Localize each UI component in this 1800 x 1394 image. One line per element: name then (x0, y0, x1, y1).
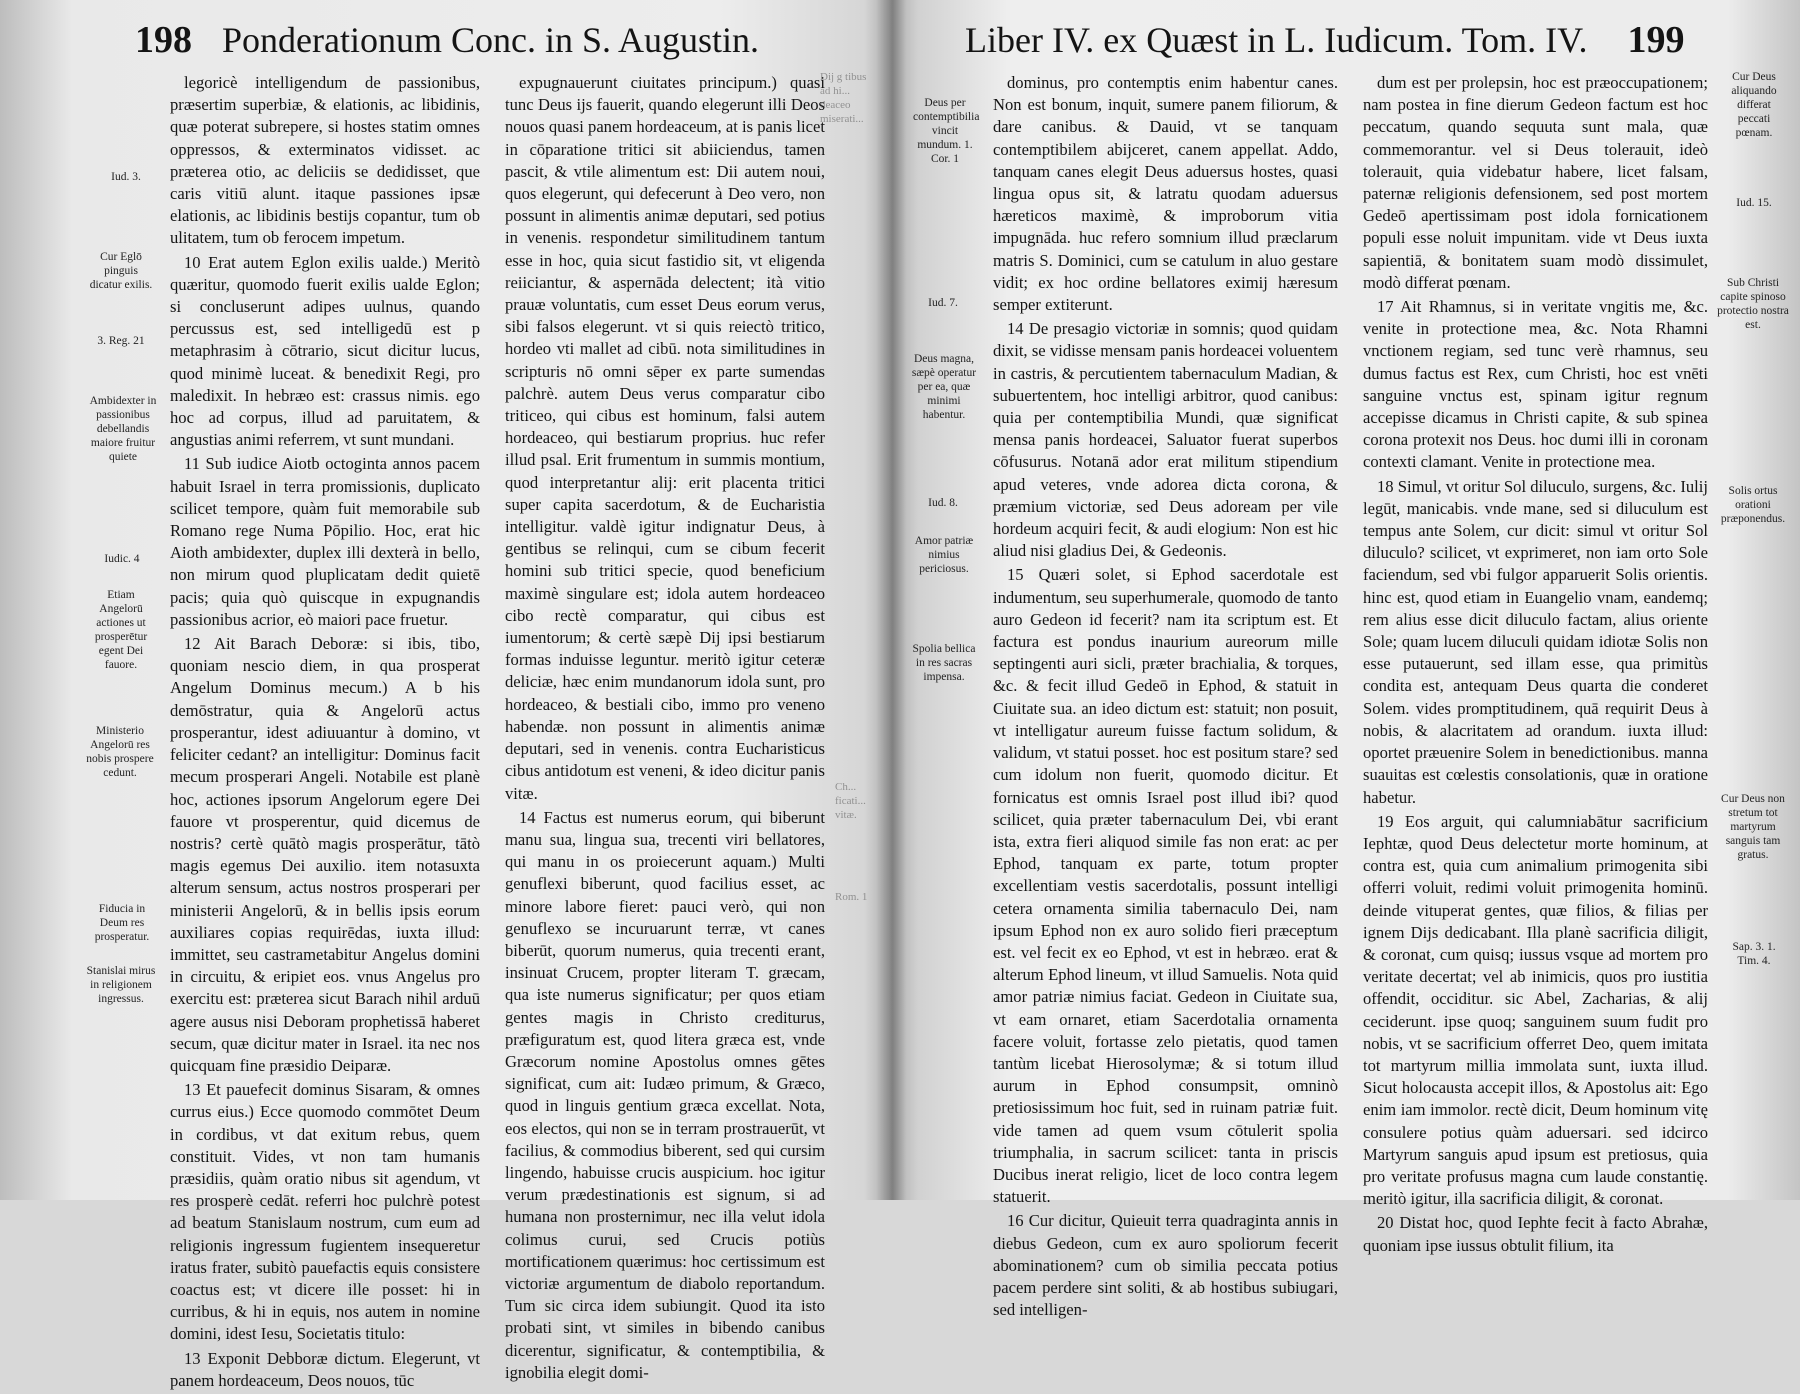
left-page-header (135, 18, 759, 62)
bleed-through-note: Dij g tibus ad hi... deaceo miserati... (820, 71, 867, 125)
margin-note: Sub Christi capite spinoso protectio nostra est. (1717, 277, 1789, 331)
margin-note: Amor patriæ nimius periciosus. (914, 535, 974, 575)
right-column-a (993, 72, 1338, 1323)
paragraph: 15 Quæri solet, si Ephod sacerdotale est indumentum, seu superhumerale, quomodo de tanto auro Gedeon id fecerit? nam ita scriptum est. Et factura est pondus inaurium aureorum mille septingenti auri sicli, præter brachialia, & torques, &c. & fecit illud Gedeō in Ephod, & statuit in Ciuitate sua. an ideo dictum est: statuit; non posuit, vt intelligatur aureum fuisse factum solidum, & validum, vt statui posset. hoc est positum stare? sed cum idolum non fuerit, quomodo dicitur. Et fornicatus est omnis Israel post illud ibi? quod scilicet, quia præter tabernaculum Dei, vbi erant ista, extra fieri aliquod simile fas non erat: ac per Ephod, tanquam ex parte, totum propter excellentiam vestis sacerdotalis, possunt intelligi cetera ornamenta similia tabernaculo Dei, nam ipsum Ephod non ex auro solido fieri præceptum est. vel fecit ex eo Ephod, vt est in hebræo. erat & alterum Ephod lineum, vt illud Samuelis. Nota quid amor patriæ nimius faciat. Gedeon in Ciuitate sua, vt eam ornaret, etiam Sacerdotalia ornamenta facere voluit, fortasse zelo pietatis, quod tamen tantùm licebat Hierosolymæ; & si totum illud aurum in Ephod consumpsit, omninò pretiosissimum hoc fuit, sed in ruinam patriæ fuit. vide tamen ad quem vsum cōtulerit spolia triumphalia, in sacrum scilicet: tanta in priscis Ducibus inerat religio, licet de loco contra legem statuerit. (993, 565, 1338, 1207)
paragraph: dominus, pro contemptis enim habentur canes. Non est bonum, inquit, sumere panem filiorum, & dare canibus. & Dauid, vt se tanquam contemptibilem abijceret, canem appellat. Addo, tanquam canes elegit Deus aduersus hostes, quasi lingua opus sit, & latratu quodam aduersus hæreticos maximè, & improborum vitia impugnāda. huc refero somnium illud præclarum matris S. Dominici, cum se catulum in aluo gestare vidit; ex hoc ordine bellatores eximij hæresum semper extiterunt. (993, 73, 1338, 315)
paragraph: dum est per prolepsin, hoc est præoccupationem; nam postea in fine dierum Gedeon factum est hoc peccatum, quando sequuta sunt mala, quæ commemorantur. vel si Deus tolerauit, ideò tolerauit, quia videbatur habere, licet falsam, paternæ religionis defensionem, sed post mortem Gedeō apertissimam post idola fornicationem populi esse noluit impunitam. vide vt Deus iuxta sapientiā, & bonitatem suam modò dissimulet, modò differat pœnam. (1363, 73, 1708, 292)
margin-note: Cur Deus aliquando differat peccati pœnam. (1731, 71, 1777, 139)
margin-note: 3. Reg. 21 (97, 335, 145, 347)
paragraph: 20 Distat hoc, quod Iephte fecit à facto Abrahæ, quoniam ipse iussus obtulit filium, ita (1363, 1213, 1708, 1255)
margin-note: Ministerio Angelorū res nobis prospere cedunt. (86, 725, 154, 779)
margin-note: Ambidexter in passionibus debellandis maiore fruitur quiete (89, 395, 157, 463)
margin-note: Fiducia in Deum res prosperatur. (94, 903, 150, 943)
paragraph: 13 Et pauefecit dominus Sisaram, & omnes currus eius.) Ecce quomodo commōtet Deum in cordibus, vt dat exitum rebus, quem constituit. Vides, vt non tam humanis præsidiis, quàm oratio nibus sit agendum, vt res prosperè cedāt. referri hoc pulchrè potest ad beatum Stanislaum nostrum, cum eum ad religionis ingressum fugientem insequeretur iratus frater, subitò pauefactis equis consistere coactus est; vt dicere ille posset: hi in curribus, & hi in equis, nos autem in nomine domini, idest Iesu, Societatis titulo: (170, 1080, 480, 1344)
margin-note: Iud. 15. (1736, 197, 1772, 209)
paragraph: 14 De presagio victoriæ in somnis; quod quidam dixit, se vidisse mensam panis hordeacei voluentem in castris, & percutientem tabernaculum Madian, & subuertentem, hoc intelligi arbitror, quod canibus: quia per contemptibilia Mundi, quæ significat mensa panis hordeacei, Saluator fuerat superbos cōfusurus. Notanā ador erat militum stipendium apud veteres, vnde adorea dicta corona, & præmium victoriæ, sed Deus adoream per vile hordeum acquiri fecit, & audi elogium: Non est hic aliud nisi gladius Dei, & Gedeonis. (993, 319, 1338, 561)
left-page (0, 0, 880, 1390)
bleed-through-note: Rom. 1 (835, 891, 868, 903)
paragraph: 16 Cur dicitur, Quieuit terra quadraginta annis in diebus Gedeon, cum ex auro spoliorum fecerit abominationem? cum ob similia peccata potius pacem perdere sint soliti, & ab hostibus subiugari, sed intelligen- (993, 1211, 1338, 1320)
margin-note: Solis ortus orationi præponendus. (1720, 485, 1786, 525)
paragraph: 12 Ait Barach Deboræ: si ibis, tibo, quoniam nescio diem, in qua prosperat Angelum Dominus mecum.) A b his demōstratur, quia & Angelorū actus prosperantur, idest adiuuantur à domino, vt feliciter cedant? an intelligitur: Dominus facit mecum prosperari Angeli. Notabile est planè hoc, actiones ipsorum Angelorum egere Dei fauore vt prosperentur, quid dicemus de nostris? certè quātò magis prosperātur, tātò magis egemus Dei auxilio. item notasuxta alterum sensum, actus nostros prosperari per ministerii Angelorū, & in bellis ipsis eorum auxiliares copias requirēdas, iuxta illud: immittet, seu castrametabitur Angelus domini in circuitu, & eripiet eos. vnus Angelus pro exercitu est: præterea sicut Barach nihil arduū agere ausus nisi Deboram prophetissā haberet secum, quæ dicitur mater in Israel. ita nec nos quicquam fine præsidio Deiparæ. (170, 634, 480, 1075)
left-column-a (170, 72, 480, 1394)
margin-note: Spolia bellica in res sacras impensa. (912, 643, 976, 683)
left-running-head: Ponderationum Conc. in S. Augustin. (222, 20, 760, 60)
paragraph: 13 Exponit Debboræ dictum. Elegerunt, vt panem hordeaceum, Deos nouos, tūc (170, 1348, 480, 1390)
right-page-header (965, 18, 1684, 62)
margin-note: Cur Deus non stretum tot martyrum sanguis tam gratus. (1721, 793, 1785, 861)
right-page-number: 199 (1627, 19, 1685, 61)
right-column-b (1363, 72, 1708, 1259)
paragraph: 14 Factus est numerus eorum, qui biberunt manu sua, lingua sua, trecenti viri bellatores, qui manu in os proiecerunt aquam.) Multi genuflexi biberunt, quod facilius esset, ac minore labore fieret: pauci verò, qui non genuflexo se incuruarunt terræ, vt canes biberūt, quorum numerus, quia trecenti erant, insinuat Crucem, propter literam T. græcam, qua iste numerus significatur; per quos etiam gentes magis in Christo crediturus, præfiguratum est, quod litera græca est, vnde Græcorum nomine Apostolus omnes gētes significat, cum ait: Iudæo primum, & Græco, quod in linguis gentium græca excellat. Nota, eos electos, qui non se in terram prostrauerūt, vt facilius, & commodius biberent, sed qui cursim lingendo, habuisse crucis auspicium. hoc igitur verum prædestinationis est signum, si ad humana non prosternimur, nec illa velut idola colimus curui, sed Crucis potiùs mortificationem quærimus: hoc certissimum est victoriæ argumentum de diabolo reportandum. Tum sic circa idem subiungit. Quod ita isto probati sint, vt similes in bibendo canibus dicerentur, significatur, & contemptibilia, & ignobilia elegit domi- (505, 807, 825, 1382)
paragraph: 11 Sub iudice Aiotb octoginta annos pacem habuit Israel in terra promissionis, duplicato scilicet tempore, quàm fuit memorabile sub Romano rege Numa Pōpilio. Hoc, erat hic Aioth ambidexter, duplex illi dexterà in bello, non mirum quod pluplicatam dedit quietē pacis; quia quò quiscque in expugnandis passionibus acrior, eò maiori pace fruetur. (170, 454, 480, 629)
paragraph: expugnauerunt ciuitates principum.) quasi tunc Deus ijs fauerit, quando elegerunt illi Deos nouos quasi panem hordeaceum, at is panis licet in cōparatione tritici sit abiiciendus, tamen pascit, & vtile alimentum est: Dii autem noui, quos elegerunt, qui defecerunt à Deo vero, non possunt in alimentis animæ deputari, sed potius in venenis. respondetur similitudinem tantum esse in hoc, quia sicut fastidio sit, vt eligenda reiiciantur, & aspernāda delectent; ità vitio prauæ voluntatis, cum esset Deus eorum verus, sibi falsos elegerunt. vt si quis reiectò tritico, hordeo vti mallet ad cibū. nota similitudines in scripturis nō omni sēper ex parte sumendas palchrè. autem Deus verus comparatur cibo triticeo, qui cibus est hominum, falsi autem hordeaceo, qui bestiarum proprius. huc refer illud psal. Erit frumentum in summis montium, quod interpretantur alij: erit placenta tritici super capita sacerdotum, & de Eucharistia intelligitur. valdè igitur indignatur Deus, à gentibus se relinqui, cum se cibum fecerit homini sub tritici specie, quod beneficium maximè singulare est; idola autem hordeaceo cibo rectè comparatur, qui cibus est iumentorum; & certè sæpè Dij ipsi bestiarum formas induisse leguntur. meritò igitur ceteræ deliciæ, hæc enim mundanorum idola sunt, pro hordeaceo, & bestiali cibo, immo pro veneno habendæ. non possunt in alimentis animæ deputari, sed in venenis. contra Eucharisticus cibus antidotum est veneni, & ideo dicitur panis vitæ. (505, 73, 825, 803)
book-gutter (876, 0, 906, 1200)
margin-note: Iudic. 4 (104, 553, 140, 565)
left-page-number: 198 (135, 19, 192, 61)
margin-note: Cur Eglō pinguis dicatur exilis. (89, 251, 153, 291)
margin-note: Sap. 3. 1. Tim. 4. (1732, 941, 1776, 967)
margin-note: Deus magna, sæpè operatur per ea, quæ minimi habentur. (911, 353, 977, 421)
paragraph: 18 Simul, vt oritur Sol diluculo, surgens, &c. Iulij legūt, manicabis. vnde mane, sed si diluculum est tempus ante Solem, cur dicit: simul vt oritur Sol diluculo? scilicet, vt exprimeret, non iam orto Sole faciendum, sed vbi fulgor apparuerit Solis orientis. hinc est, quod etiam in Euangelio vnam, eandemq; rem alius esse dicit diluculo factam, alius oriente Sole; quam lucem diluculi quidam idiotæ Solis non esse putauerunt, sed illam esse, qua primitùs condita est, antequam Deus quarta die conderet Solem. vides promptitudinem, quā requirit Deus à nobis, & alacritatem ad orandum. iuxta illud: oportet præuenire Solem in benedictionibus. manna suauitas est cœlestis consolationis, quæ in oratione habetur. (1363, 476, 1708, 807)
margin-note: Iud. 8. (928, 497, 958, 509)
paragraph: 17 Ait Rhamnus, si in veritate vngitis me, &c. venite in protectione mea, &c. Nota Rhamni vnctionem regiam, sed tunc verè rhamnus, seu dumus factus est Rex, cum Christi, hoc est vnēti sanguine vnctus est, spinam igitur regnum accepisse dicamus in Christi capite, & sub spinea corona protexit nos Deus. hoc dumi illi in coronam contexti clamant. Venite in protectione mea. (1363, 297, 1708, 472)
paragraph: 19 Eos arguit, qui calumniabātur sacrificium Iephtæ, quod Deus delectetur morte hominum, at contra est, quia cum animalium primogenita sibi offerri voluit, redimi voluit primogenita hominū. deinde vituperat gentes, quæ filios, & filias per ignem Dijs dedicabant. Illa planè sacrificia diligit, & coronat, cum quisq; iussus vsque ad mortem pro veritate decertat; vel ab inimicis, quos pro iustitia offendit, occiditur. sic Abel, Zacharias, & alij ceciderunt. ipse quoq; sanguinem suum fudit pro nobis, vt se sacrificium offerret Deo, quem imitata tot martyrum millia immolata sunt, iuxta illud. Sicut holocausta accepit illos, & Apostolus ait: Ego enim iam immolor. rectè dicit, Deum hominum vitę consulere potius quàm aduersari. sed idcirco Martyrum sanguis apud ipsum est pretiosus, quia pro veritate profusus magna cum laude constantię. meritò igitur, illa sacrificia diligit, & coronat. (1363, 811, 1708, 1209)
paragraph: legoricè intelligendum de passionibus, præsertim superbiæ, & elationis, ac libidinis, quæ poterat subrepere, si hostes statim omnes oppressos, & exterminatos vidisset. ac præterea otio, ac deliciis se dedidisset, que caris vitiū alunt. itaque passiones ipsæ elationis, ac libidinis bestijs copantur, tum ob ulitatem, tum ob ferocem impetum. (170, 73, 480, 248)
margin-note: Etiam Angelorū actiones ut prosperētur egent Dei fauore. (94, 589, 148, 671)
right-running-head: Liber IV. ex Quæst in L. Iudicum. Tom. IV. (965, 20, 1588, 60)
margin-note: Iud. 3. (111, 171, 141, 183)
paragraph: 10 Erat autem Eglon exilis ualde.) Meritò quæritur, quomodo fuerit exilis ualde Eglon; si concluserunt adipes uulnus, quando percussus est, sed intelligedū est p metaphrasim à cōtrario, sicut dicitur lucus, quod minimè luceat. & benedixit Regi, pro maledixit. In hebræo est: crassus nimis. ego hoc ad corpus, illud ad paruitatem, & angustias animi referrem, vt sunt mundani. (170, 252, 480, 450)
margin-note: Stanislai mirus in religionem ingressus. (86, 965, 156, 1005)
margin-note: Iud. 7. (928, 297, 958, 309)
margin-note: Deus per contemptibilia vincit mundum. 1. Cor. 1 (913, 97, 980, 165)
left-column-b (505, 72, 825, 1386)
bleed-through-note: Ch... ficati... vitæ. (835, 781, 866, 821)
